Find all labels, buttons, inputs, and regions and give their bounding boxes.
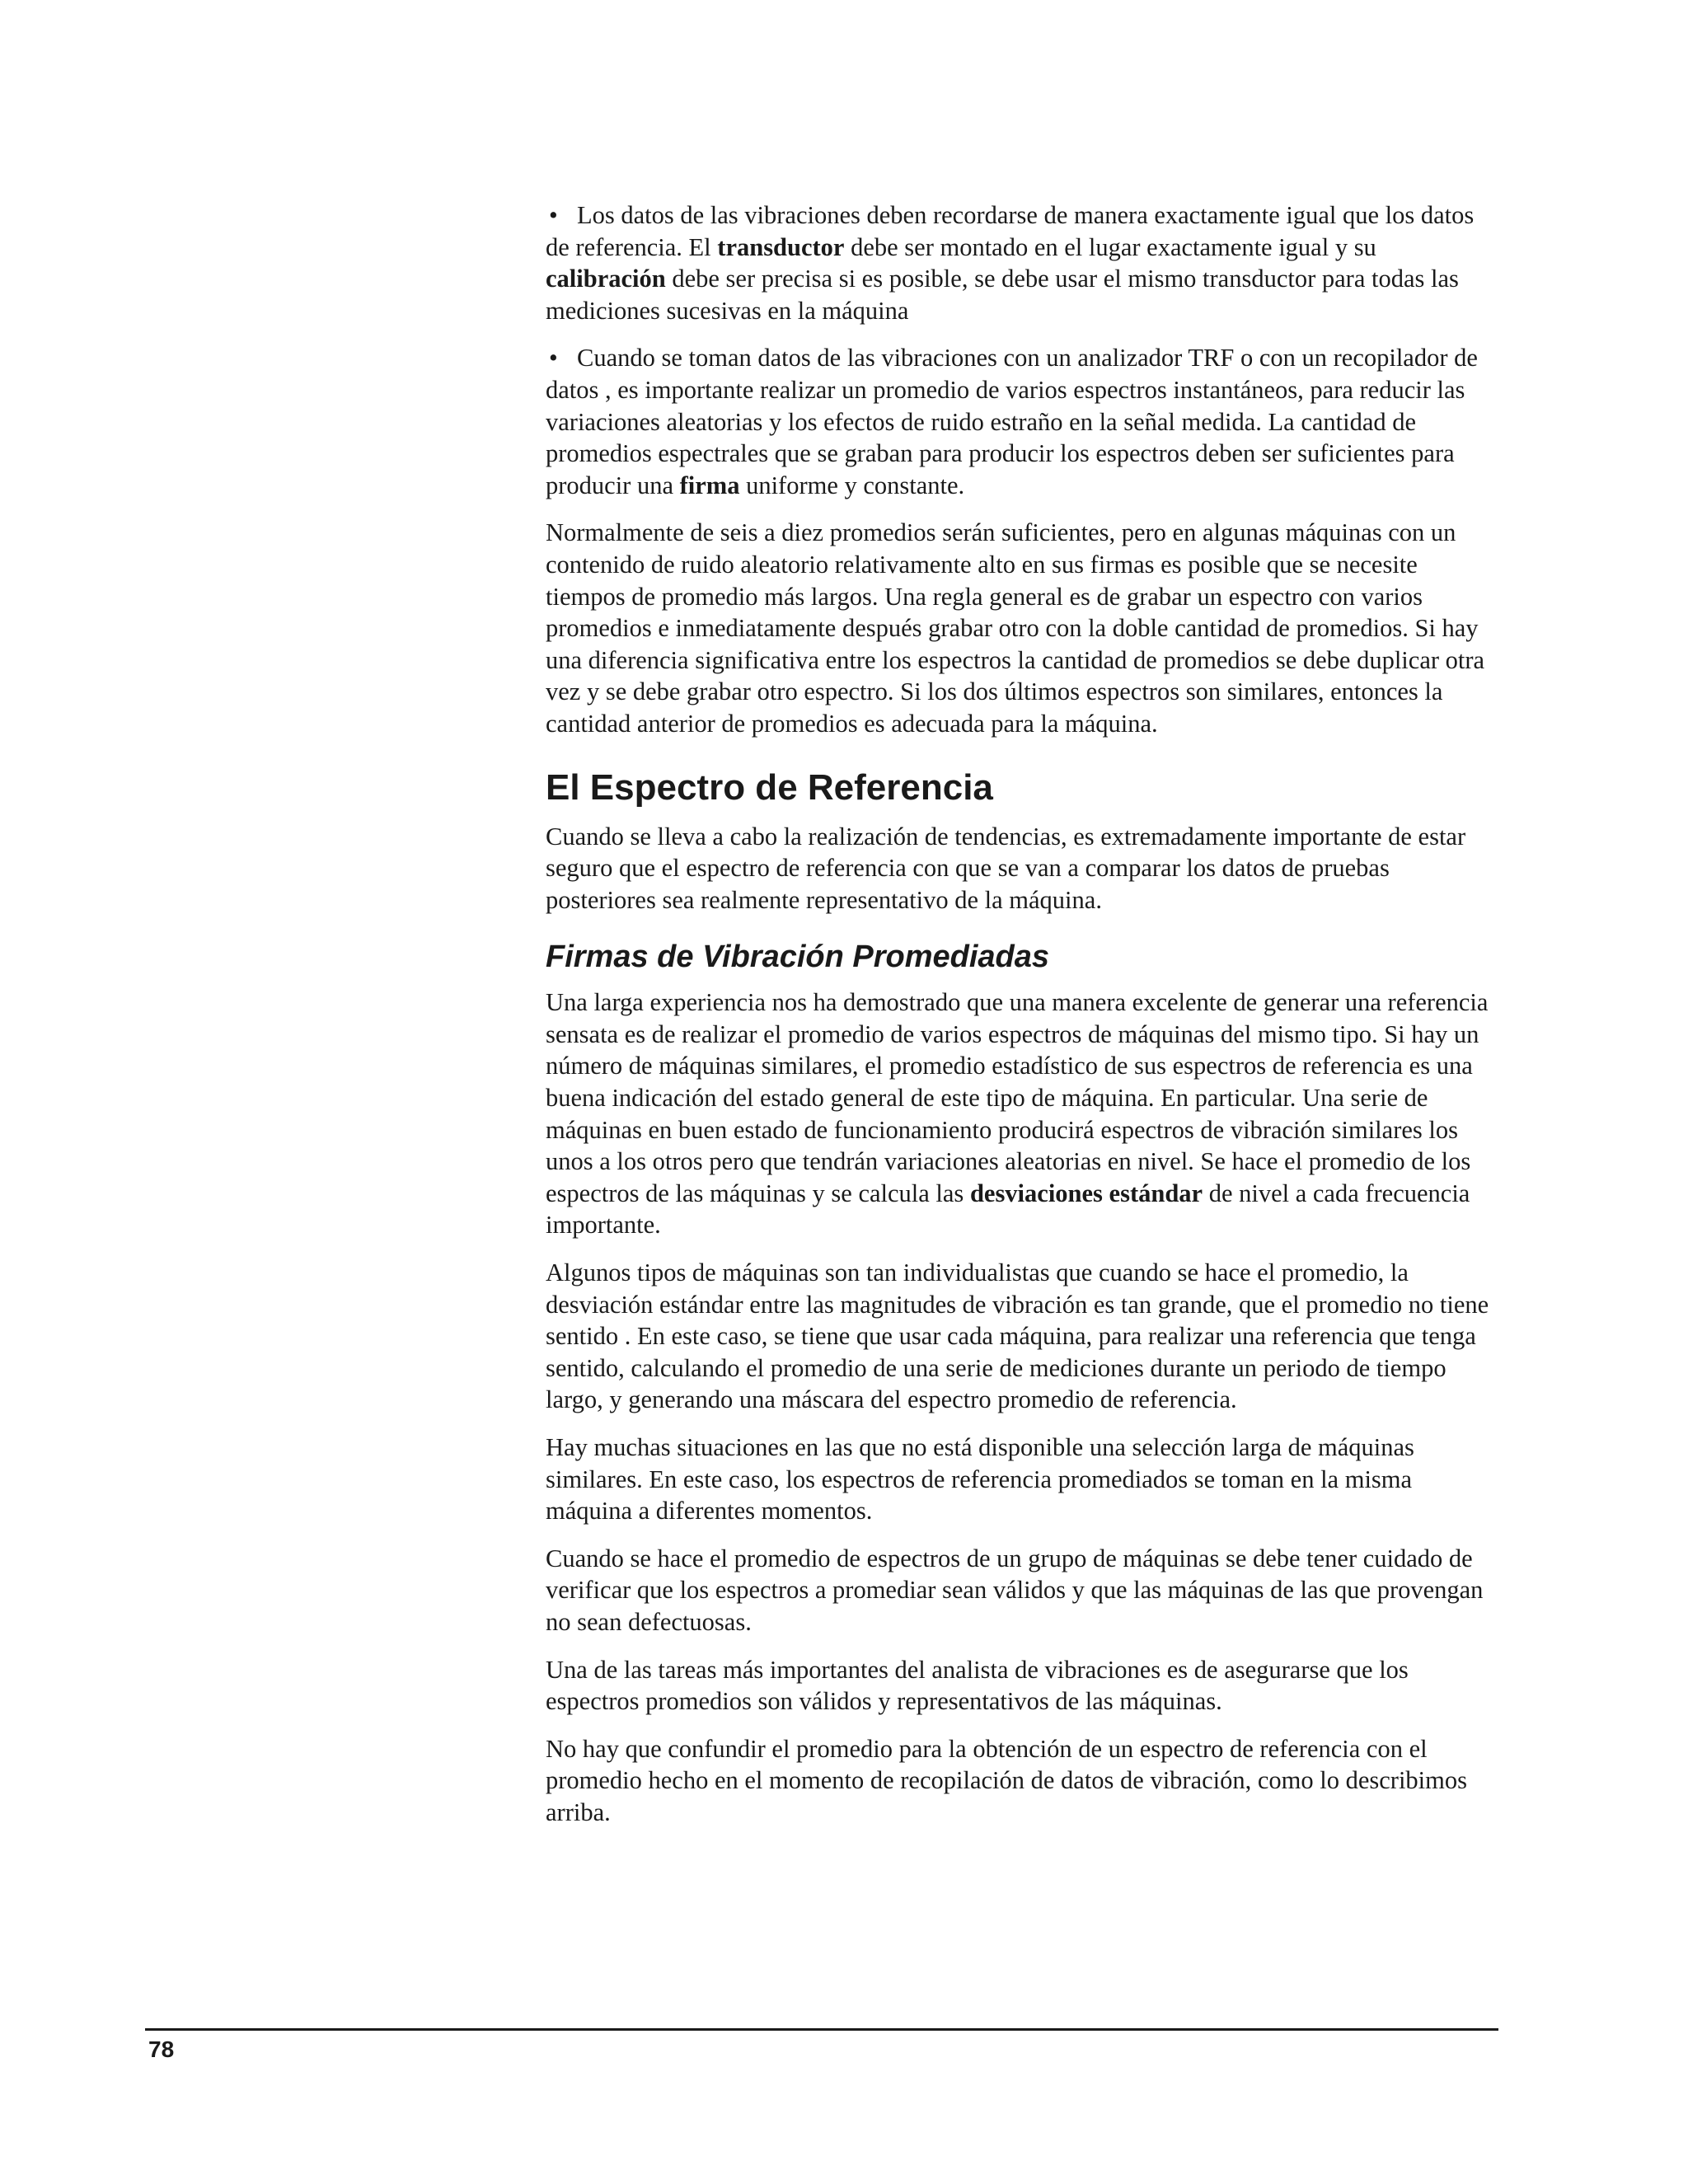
section-paragraph: Cuando se lleva a cabo la realización de tendencias, es extremadamente importante de estar seguro que el espectro de referencia con que se van a comparar los datos de pruebas posteriores sea realmente representativo de la máquina. [546, 822, 1466, 914]
paragraph [546, 987, 1502, 1241]
footer-divider [145, 2028, 1498, 2031]
bullet-item [546, 342, 1502, 501]
bold-term: firma [679, 471, 740, 499]
subsection-heading: Firmas de Vibración Promediadas [546, 940, 1050, 975]
section-heading: El Espectro de Referencia [546, 766, 993, 808]
paragraph: Cuando se hace el promedio de espectros de un grupo de máquinas se debe tener cuidado de verificar que los espectros a promediar sean válidos y que las máquinas de las que provengan no sean defectuosas. [546, 1544, 1484, 1636]
bullet-text: debe ser montado en el lugar exactamente igual y su [844, 232, 1376, 261]
bold-term: desviaciones estándar [969, 1179, 1203, 1207]
bullet-text: uniforme y constante. [739, 471, 965, 499]
bullet-item [546, 199, 1502, 326]
bold-term: transductor [717, 232, 845, 261]
bold-term: calibración [546, 265, 666, 293]
bullet-dot-icon: • [549, 344, 558, 373]
paragraph: No hay que confundir el promedio para la obtención de un espectro de referencia con el promedio hecho en el momento de recopilación de datos de vibración, como lo describimos arriba. [546, 1734, 1468, 1826]
page-content [546, 199, 1502, 1844]
paragraph-text: de nivel a cada frecuencia importante. [546, 1179, 1470, 1240]
page-number: 78 [148, 2036, 175, 2062]
paragraph: Una de las tareas más importantes del analista de vibraciones es de asegurarse que los espectros promedios son válidos y representativos de las máquinas. [546, 1655, 1409, 1716]
bullet-text: debe ser precisa si es posible, se debe usar el mismo transductor para todas las mediciones sucesivas en la máquina [546, 265, 1459, 325]
bullet-dot-icon: • [549, 201, 558, 229]
paragraph-text: Una larga experiencia nos ha demostrado que una manera excelente de generar una referencia sensata es de realizar el promedio de varios espectros de máquinas del mismo tipo. Si hay un número de máquinas similares, el promedio estadístico de sus espectros de referencia es una buena indicación del estado general de este tipo de máquina. En particular. Una serie de máquinas en buen estado de funcionamiento producirá espectros de vibración similares los unos a los otros pero que tendrán variaciones aleatorias en nivel. Se hace el promedio de los espectros de las máquinas y se calcula las [546, 988, 1489, 1207]
bullet-text: Los datos de las vibraciones deben recordarse de manera exactamente igual que los datos de referencia. El [546, 201, 1475, 261]
paragraph: Algunos tipos de máquinas son tan individualistas que cuando se hace el promedio, la desviación estándar entre las magnitudes de vibración es tan grande, que el promedio no tiene sentido . En este caso, se tiene que usar cada máquina, para realizar una referencia que tenga sentido, calculando el promedio de una serie de mediciones durante un periodo de tiempo largo, y generando una máscara del espectro promedio de referencia. [546, 1258, 1489, 1414]
paragraph: Hay muchas situaciones en las que no está disponible una selección larga de máquinas similares. En este caso, los espectros de referencia promediados se toman en la misma máquina a diferentes momentos. [546, 1433, 1414, 1526]
bullet-text: Cuando se toman datos de las vibraciones con un analizador TRF o con un recopilador de datos , es importante realizar un promedio de varios espectros instantáneos, para reducir las variaciones aleatorias y los efectos de ruido estraño en la señal medida. La cantidad de promedios espectrales que se graban para producir los espectros deben ser suficientes para producir una [546, 344, 1478, 499]
intro-paragraph: Normalmente de seis a diez promedios serán suficientes, pero en algunas máquinas con un contenido de ruido aleatorio relativamente alto en sus firmas es posible que se necesite tiempos de promedio más largos. Una regla general es de grabar un espectro con varios promedios e inmediatamente después grabar otro con la doble cantidad de promedios. Si hay una diferencia significativa entre los espectros la cantidad de promedios se debe duplicar otra vez y se debe grabar otro espectro. Si los dos últimos espectros son similares, entonces la cantidad anterior de promedios es adecuada para la máquina. [546, 518, 1485, 738]
